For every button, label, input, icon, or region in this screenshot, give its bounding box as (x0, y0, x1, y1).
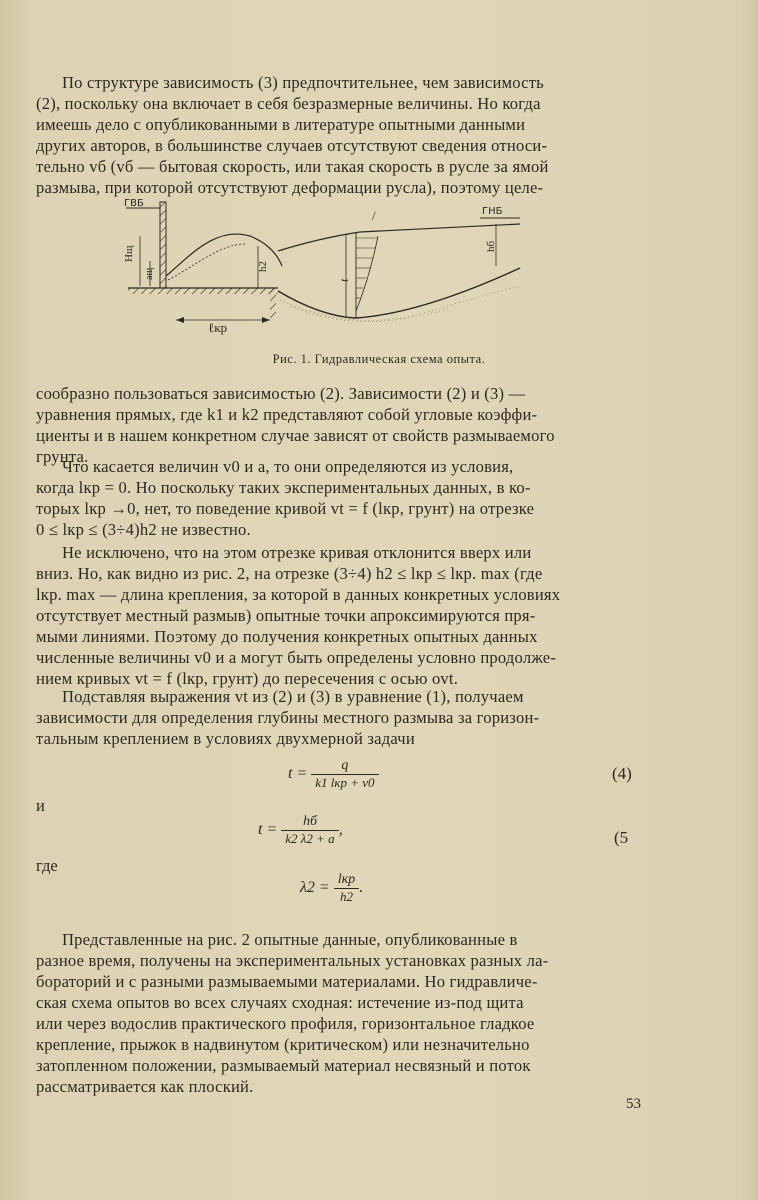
line: тальным креплением в условиях двухмерной задачи (36, 729, 415, 748)
line: когда lкр = 0. Но поскольку таких экспериментальных данных, в ко- (36, 478, 531, 497)
equation-lhs: t = (258, 821, 278, 839)
ash-label: aщ (144, 267, 155, 280)
paragraph-2 (36, 383, 632, 467)
gvb-label: ГВБ (124, 198, 144, 209)
denominator: k2 λ2 + a (285, 831, 335, 846)
line: других авторов, в большинстве случаев отсутствуют сведения относи- (36, 136, 548, 155)
equation-lambda (300, 872, 363, 905)
numerator: q (311, 758, 378, 775)
equation-lhs: λ2 = (300, 879, 330, 897)
denominator: h2 (339, 889, 353, 904)
equation-number-4: (4) (612, 764, 632, 783)
line: тельно vб (vб — бытовая скорость, или такая скорость в русле за ямой (36, 157, 549, 176)
numerator: hб (281, 814, 338, 831)
figure-caption: Рис. 1. Гидравлическая схема опыта. (272, 352, 486, 366)
line: мыми линиями. Поэтому до получения конкретных опытных данных (36, 627, 538, 646)
line: сообразно пользоваться зависимостью (2). Зависимости (2) и (3) — (36, 384, 526, 403)
line: Не исключено, что на этом отрезке кривая отклонится вверх или (62, 543, 532, 562)
page-number: 53 (626, 1096, 641, 1112)
line: затопленном положении, размываемый материал несвязный и поток (36, 1056, 531, 1075)
line: 0 ≤ lкр ≤ (3÷4)h2 не известно. (36, 520, 251, 539)
hsh-label: Hщ (123, 245, 135, 262)
line: (2), поскольку она включает в себя безразмерные величины. Но когда (36, 94, 541, 113)
line-number-1: / (372, 208, 376, 223)
paragraph-3 (36, 456, 632, 540)
line: ская схема опытов во всех случаях сходная: истечение из-под щита (36, 993, 524, 1012)
line: или через водослив практического профиля, горизонтальное гладкое (36, 1014, 535, 1033)
equation-tail: . (359, 879, 364, 897)
numerator: lкр (334, 872, 359, 889)
line: бораторий и с разными размываемыми материалами. Но гидравличе- (36, 972, 538, 991)
equation-lhs: t = (288, 765, 308, 783)
line: зависимости для определения глубины местного размыва за горизон- (36, 708, 540, 727)
line: рассматривается как плоский. (36, 1077, 254, 1096)
hydraulic-scheme-figure (120, 196, 530, 336)
line: численные величины v0 и a могут быть определены условно продолже- (36, 648, 557, 667)
hb-label: hб (485, 240, 497, 252)
fraction (281, 814, 338, 847)
paragraph-4 (36, 542, 632, 689)
line: lкр. max — длина крепления, за которой в данных конкретных условиях (36, 585, 561, 604)
where-word: где (36, 856, 58, 875)
line: разное время, получены на экспериментальных установках разных ла- (36, 951, 549, 970)
equation-tail: , (338, 821, 343, 839)
line: отсутствует местный размыв) опытные точки апроксимируются пря- (36, 606, 536, 625)
fraction (311, 758, 378, 791)
line: циенты и в нашем конкретном случае зависят от свойств размываемого (36, 426, 555, 445)
line: крепление, прыжок в надвинутом (критическом) или незначительно (36, 1035, 530, 1054)
fraction (334, 872, 359, 905)
and-word: и (36, 796, 45, 815)
gnb-label: ГНБ (482, 206, 503, 217)
line: вниз. Но, как видно из рис. 2, на отрезке (3÷4) h2 ≤ lкр ≤ lкр. max (где (36, 564, 543, 583)
equation-5 (258, 814, 343, 847)
line: По структуре зависимость (3) предпочтительнее, чем зависимость (62, 73, 544, 92)
line: Подставляя выражения vt из (2) и (3) в уравнение (1), получаем (62, 687, 524, 706)
h2-label: h2 (257, 261, 269, 272)
paragraph-5 (36, 686, 632, 749)
denominator: k1 lкр + v0 (315, 775, 375, 790)
line: нием кривых vt = f (lкр, грунт) до пересечения с осью ovt. (36, 669, 459, 688)
line: грунта. (36, 447, 89, 466)
line: торых lкр →0, нет, то поведение кривой vt = f (lкр, грунт) на отрезке (36, 499, 535, 518)
equation-number-5: (5 (614, 828, 629, 847)
line: размыва, при которой отсутствуют деформации русла), поэтому целе- (36, 178, 544, 197)
t-label: t (337, 278, 351, 282)
paragraph-1 (36, 72, 632, 198)
line: имеешь дело с опубликованными в литературе опытными данными (36, 115, 526, 134)
line: Что касается величин v0 и a, то они определяются из условия, (62, 457, 514, 476)
equation-4 (288, 758, 379, 791)
line: Представленные на рис. 2 опытные данные, опубликованные в (62, 930, 518, 949)
paragraph-6 (36, 929, 632, 1097)
lkr-label: ℓкр (208, 320, 228, 335)
line: уравнения прямых, где k1 и k2 представляют собой угловые коэффи- (36, 405, 538, 424)
